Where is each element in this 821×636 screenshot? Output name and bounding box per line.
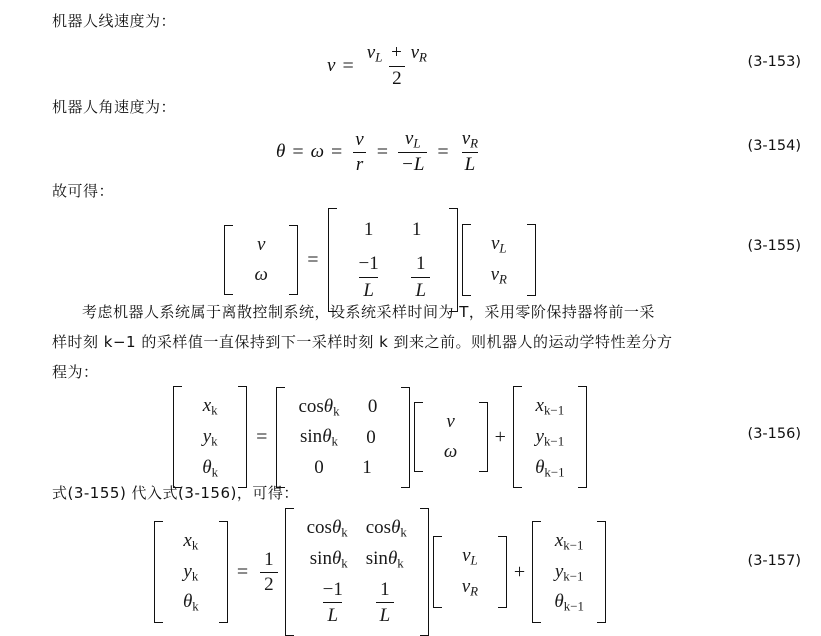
eq156-lv-0: xk [202, 395, 218, 418]
bracket-right-icon [597, 521, 606, 623]
eq155-equals: = [307, 248, 319, 271]
eq157-rv-1: yk−1 [554, 560, 584, 584]
eq156-m-11: 0 [366, 426, 376, 448]
eq157-mv-1: $v_R$ [461, 576, 479, 599]
matrix-row [526, 391, 574, 422]
eq157-left-cells [163, 521, 219, 623]
eq153-vr: $v_R$ [410, 42, 427, 65]
eq154-theta: θ [275, 141, 286, 163]
eq157-scalar-den: 2 [260, 572, 278, 596]
eq156-mv-0: v [446, 411, 455, 433]
eq154-equals-1: = [292, 140, 304, 163]
matrix-row [545, 587, 593, 618]
matrix-row [298, 513, 416, 544]
matrix-row [427, 407, 475, 437]
eq157-m-20-frac [319, 578, 347, 629]
paragraph-line-6: 程为： [52, 363, 99, 381]
paragraph-line-1: 机器人线速度为： [52, 12, 177, 30]
matrix-row [167, 557, 215, 588]
eq156-m-10: sinθk [300, 426, 338, 449]
eq157-right-vector [532, 521, 606, 623]
eq157-m-00: cosθk [306, 517, 348, 540]
matrix-row [475, 229, 523, 260]
eq154-f3-num: $v_R$ [461, 128, 479, 151]
bracket-right-icon [498, 536, 507, 608]
eq157-m-21-frac [376, 578, 395, 629]
equation-3-156-body [0, 386, 760, 488]
eq154-f1-num: v [355, 128, 364, 150]
bracket-left-icon [173, 386, 182, 488]
bracket-right-icon [238, 386, 247, 488]
eq157-m-21 [361, 575, 409, 632]
matrix-row [526, 453, 574, 484]
eq157-equals: = [236, 560, 249, 583]
eq156-rv-0: xk−1 [535, 395, 565, 418]
eq156-plus: + [494, 425, 506, 448]
matrix-row [289, 392, 396, 423]
matrix-row [186, 422, 234, 453]
eq157-m-21-den: L [376, 602, 395, 628]
eq154-f1-den: r [353, 152, 366, 176]
paragraph-line-2: 机器人角速度为： [52, 98, 177, 116]
eq156-right-cells [522, 386, 578, 488]
eq157-matrix [285, 508, 429, 636]
eq153-vl: $v_L$ [366, 42, 383, 65]
matrix-row [289, 422, 396, 453]
eq156-m-20: 0 [314, 457, 324, 478]
eq153-equals: = [342, 54, 354, 77]
eq154-fraction-1 [352, 129, 366, 176]
equation-number-3-156: (3-156) [747, 426, 801, 442]
eq155-m-11-den: L [411, 277, 430, 303]
eq157-lv-2: θk [182, 591, 199, 614]
eq155-m-11-num: 1 [415, 252, 426, 274]
eq154-fraction-3 [459, 128, 481, 176]
bracket-right-icon [289, 225, 298, 295]
eq155-left-vector [224, 225, 298, 295]
bracket-left-icon [414, 402, 423, 472]
equation-3-153 [0, 42, 821, 90]
eq153-denominator: 2 [389, 66, 405, 90]
bracket-left-icon [276, 387, 285, 488]
eq157-mv-0: $v_L$ [462, 545, 478, 568]
eq157-rv-0: xk−1 [554, 529, 584, 553]
eq156-m-21: 1 [362, 457, 372, 478]
eq155-m-00: 1 [363, 219, 374, 240]
eq155-left-cells [233, 225, 289, 295]
eq157-m-01: cosθk [365, 517, 407, 540]
bracket-left-icon [532, 521, 541, 623]
eq155-rv-1: $v_R$ [490, 264, 507, 287]
eq155-lv-1: ω [254, 264, 268, 286]
eq154-f3-den: L [462, 152, 479, 176]
eq155-lv-0: v [257, 234, 266, 256]
matrix-row [341, 213, 445, 247]
bracket-right-icon [420, 508, 429, 636]
equation-3-154-body [0, 128, 760, 176]
eq154-omega: ω [310, 141, 325, 163]
equation-3-157 [0, 508, 821, 636]
eq157-left-vector [154, 521, 228, 623]
eq156-left-vector [173, 386, 247, 488]
eq157-m-11: sinθk [365, 547, 404, 571]
bracket-right-icon [479, 402, 488, 472]
eq156-right-vector [513, 386, 587, 488]
eq154-f2-den: −L [398, 152, 427, 176]
eq155-right-cells [471, 224, 527, 296]
eq157-right-cells [541, 521, 597, 623]
bracket-right-icon [578, 386, 587, 488]
matrix-row [427, 437, 475, 467]
eq157-plus: + [513, 560, 526, 583]
matrix-row [545, 557, 593, 588]
paragraph-line-3: 故可得： [52, 182, 115, 200]
paragraph-line-5: 样时刻 k−1 的采样值一直保持到下一采样时刻 k 到来之前。则机器人的运动学特性差分方 [52, 333, 673, 351]
matrix-row [298, 544, 416, 575]
eq157-m-20 [305, 575, 361, 632]
bracket-left-icon [285, 508, 294, 636]
matrix-row [446, 541, 494, 572]
eq155-rv-0: $v_L$ [490, 233, 507, 256]
eq155-m-10-num: −1 [358, 252, 379, 274]
eq155-m-10-frac [355, 252, 383, 303]
matrix-row [186, 391, 234, 422]
eq156-m-00: cosθk [298, 395, 340, 419]
eq157-m-10: sinθk [309, 547, 348, 571]
equation-number-3-154: (3-154) [747, 138, 801, 154]
eq156-equals: = [256, 425, 268, 448]
eq153-numerator [364, 42, 430, 66]
matrix-row [526, 422, 574, 453]
eq153-lhs: v [327, 55, 336, 77]
eq156-mid-cells [423, 402, 479, 472]
eq156-left-cells [182, 386, 238, 488]
eq155-m-10-den: L [359, 277, 378, 303]
equation-number-3-153: (3-153) [747, 54, 801, 70]
bracket-right-icon [527, 224, 536, 296]
matrix-row [446, 572, 494, 603]
paragraph-line-7: 式(3-155) 代入式(3-156)，可得： [52, 484, 299, 502]
eq156-mid-vector [414, 402, 488, 472]
bracket-left-icon [224, 225, 233, 295]
eq157-matrix-cells [294, 508, 420, 636]
equation-3-156 [0, 386, 821, 488]
eq153-fraction [364, 42, 430, 90]
eq157-mid-vector [433, 536, 507, 608]
eq157-m-21-num: 1 [380, 578, 390, 600]
eq156-rv-2: θk−1 [535, 456, 565, 480]
bracket-right-icon [219, 521, 228, 623]
eq156-rv-1: yk−1 [535, 425, 565, 449]
eq154-equals-4: = [437, 140, 449, 163]
eq156-matrix [276, 387, 409, 488]
eq156-mv-1: ω [443, 441, 458, 463]
bracket-left-icon [513, 386, 522, 488]
eq154-fraction-2 [398, 128, 427, 176]
bracket-left-icon [433, 536, 442, 608]
equation-3-157-body [0, 508, 760, 636]
equation-number-3-157: (3-157) [747, 553, 801, 569]
equation-number-3-155: (3-155) [747, 238, 801, 254]
bracket-left-icon [154, 521, 163, 623]
eq157-m-20-num: −1 [322, 578, 343, 600]
eq157-rv-2: θk−1 [554, 591, 584, 614]
eq154-equals-3: = [376, 140, 389, 163]
eq153-plus: + [391, 42, 402, 63]
eq157-lv-1: yk [183, 560, 199, 584]
matrix-row [237, 230, 285, 260]
paragraph-line-4: 考虑机器人系统属于离散控制系统，设系统采样时间为 T，采用零阶保持器将前一采 [82, 303, 655, 321]
eq157-scalar [260, 549, 278, 596]
eq157-scalar-num: 1 [264, 548, 274, 570]
eq155-m-11-frac [411, 252, 430, 303]
matrix-row [167, 587, 215, 618]
eq154-equals-2: = [331, 140, 343, 163]
eq157-m-20-den: L [323, 602, 342, 628]
eq156-lv-2: θk [202, 456, 219, 480]
eq155-m-01: 1 [411, 219, 422, 240]
eq154-f2-num: $v_L$ [404, 128, 421, 151]
bracket-right-icon [401, 387, 410, 488]
equation-3-154 [0, 128, 821, 176]
equation-3-153-body [0, 42, 760, 90]
eq156-matrix-cells [285, 387, 400, 488]
bracket-left-icon [462, 224, 471, 296]
eq157-mid-cells [442, 536, 498, 608]
eq157-lv-0: xk [183, 529, 199, 553]
matrix-row [475, 260, 523, 291]
eq155-right-vector [462, 224, 536, 296]
eq156-lv-1: yk [202, 425, 218, 449]
eq156-m-01: 0 [367, 396, 378, 417]
matrix-row [289, 453, 396, 483]
matrix-row [298, 575, 416, 632]
matrix-row [167, 526, 215, 557]
matrix-row [545, 526, 593, 557]
matrix-row [237, 260, 285, 290]
